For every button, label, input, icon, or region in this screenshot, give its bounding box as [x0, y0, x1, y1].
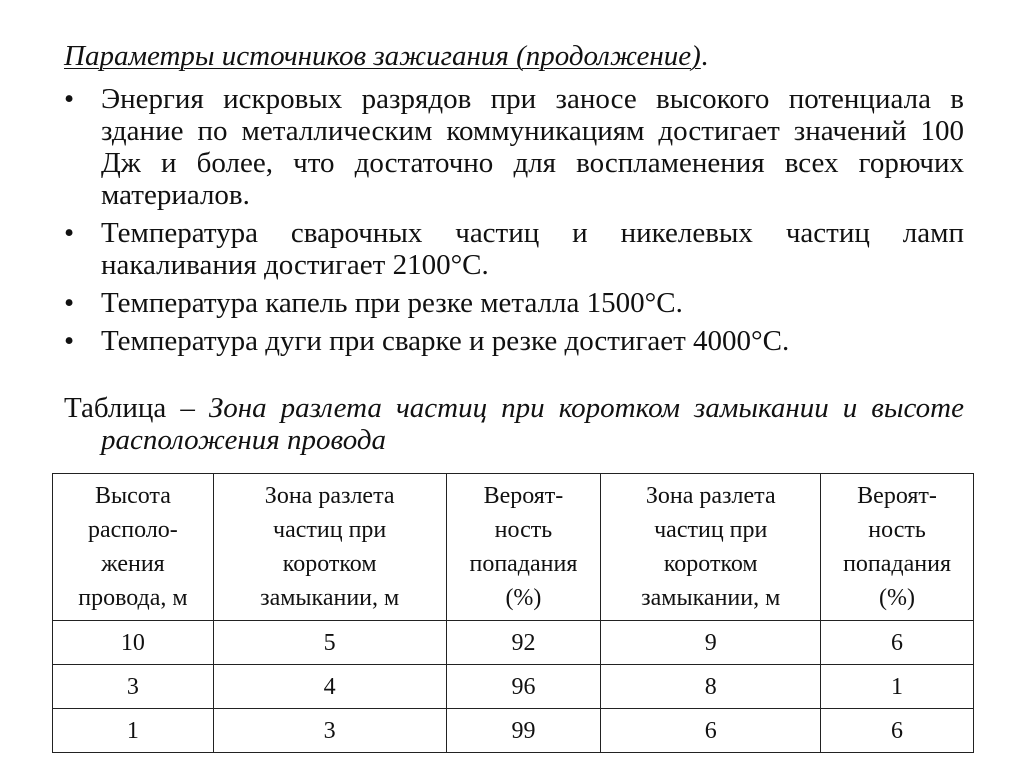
- table-caption: [64, 392, 964, 456]
- header-line: ность: [494, 517, 553, 543]
- data-table: [52, 473, 974, 753]
- table-cell: 4: [213, 665, 446, 709]
- header-line: Вероят-: [483, 483, 564, 509]
- heading-title: Параметры источников зажигания (продолжение): [64, 40, 701, 72]
- slide-heading: [64, 38, 708, 74]
- header-line: ность: [868, 517, 926, 543]
- table-cell: 96: [446, 665, 601, 709]
- header-line: Высота: [94, 483, 171, 509]
- header-line: попадания: [469, 551, 578, 577]
- table-cell: 6: [601, 709, 821, 753]
- bullet-text: Температура сварочных частиц и никелевых частиц ламп накаливания достигает 2100°С.: [101, 217, 964, 281]
- bullet-marker: •: [64, 217, 75, 249]
- header-line: Зона разлета: [264, 483, 395, 509]
- table-cell: 10: [53, 621, 214, 665]
- table-row: [53, 665, 974, 709]
- bullet-text: Энергия искровых разрядов при заносе высокого потенциала в здание по металлическим коммуникациям достигает значений 100 Дж и более, что достаточно для воспламенения всех горючих материалов.: [101, 83, 964, 211]
- header-line: располо-: [88, 517, 178, 543]
- header-cell-probability-2: [821, 474, 974, 621]
- table-row: [53, 709, 974, 753]
- bullet-marker: •: [64, 83, 75, 115]
- header-line: жения: [101, 551, 165, 577]
- bullet-item: [64, 217, 964, 281]
- caption-title: Зона разлета частиц при коротком замыкании и высоте расположения провода: [101, 392, 964, 456]
- table-cell: 6: [821, 709, 974, 753]
- header-line: замыкании, м: [260, 585, 400, 611]
- header-line: коротком: [282, 551, 377, 577]
- bullet-marker: •: [64, 325, 75, 357]
- header-cell-height: [53, 474, 214, 621]
- table-cell: 99: [446, 709, 601, 753]
- header-line: частиц при: [273, 517, 387, 543]
- table-cell: 9: [601, 621, 821, 665]
- table-cell: 5: [213, 621, 446, 665]
- header-line: провода, м: [78, 585, 188, 611]
- table-cell: 3: [213, 709, 446, 753]
- header-line: попадания: [843, 551, 952, 577]
- header-cell-probability-1: [446, 474, 601, 621]
- table-cell: 3: [53, 665, 214, 709]
- bullet-list: [64, 83, 964, 363]
- table-cell: 8: [601, 665, 821, 709]
- table-cell: 92: [446, 621, 601, 665]
- bullet-text: Температура дуги при сварке и резке достигает 4000°С.: [101, 325, 790, 357]
- table-cell: 1: [821, 665, 974, 709]
- bullet-item: [64, 325, 964, 357]
- header-line: коротком: [663, 551, 758, 577]
- bullet-item: [64, 83, 964, 211]
- caption-prefix: Таблица –: [64, 392, 209, 424]
- heading-period: .: [700, 40, 709, 72]
- table-row: [53, 621, 974, 665]
- header-line: замыкании, м: [641, 585, 781, 611]
- header-cell-zone-1: [213, 474, 446, 621]
- table-cell: 1: [53, 709, 214, 753]
- header-cell-zone-2: [601, 474, 821, 621]
- bullet-item: [64, 287, 964, 319]
- header-line: Вероят-: [857, 483, 937, 509]
- header-line: Зона разлета: [645, 483, 776, 509]
- bullet-text: Температура капель при резке металла 1500°С.: [101, 287, 683, 319]
- header-line: частиц при: [654, 517, 768, 543]
- table-cell: 6: [821, 621, 974, 665]
- bullet-marker: •: [64, 287, 75, 319]
- table-header-row: [53, 474, 974, 621]
- header-line: (%): [879, 585, 916, 611]
- header-line: (%): [505, 585, 542, 611]
